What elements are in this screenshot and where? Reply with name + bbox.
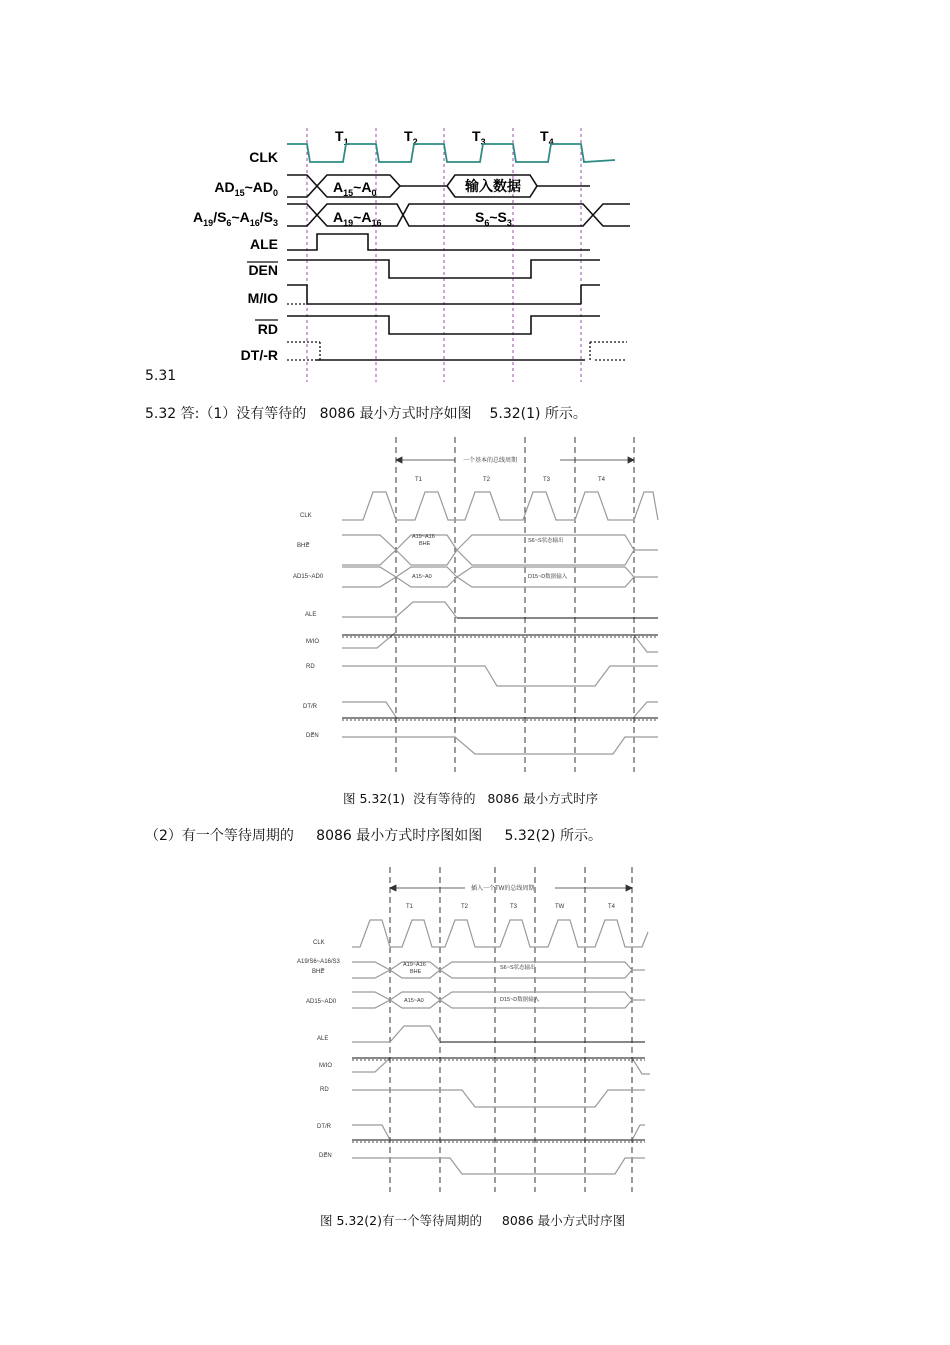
mio-waveform xyxy=(352,1058,650,1074)
signal-label-mio: M/IO xyxy=(319,1063,332,1069)
bus-label-addr: A15~A0 xyxy=(404,998,424,1004)
rd-waveform xyxy=(287,316,600,334)
period-boundaries xyxy=(396,437,634,772)
ad-bus-waveform xyxy=(342,567,658,587)
paragraph-part-2: （2）有一个等待周期的 8086 最小方式时序图如图 5.32(2) 所示。 xyxy=(145,828,602,844)
signal-label-ad15-ad0: AD15~AD0 xyxy=(293,574,324,580)
ale-waveform xyxy=(352,1026,440,1042)
answer-paragraph-5-32: 5.32 答:（1）没有等待的 8086 最小方式时序如图 5.32(1) 所示。 xyxy=(145,406,587,422)
clk-waveform xyxy=(352,920,648,947)
figure-5-32-2-timing-diagram xyxy=(290,862,660,1197)
period-label-t3: T3 xyxy=(510,904,518,910)
signal-label-ad15-ad0: AD15~AD0 xyxy=(306,999,337,1005)
bus-label-addr-high: $A_{19}\sim A_{16}$ xyxy=(333,209,382,228)
signal-label-clk: CLK xyxy=(249,149,278,165)
ale-waveform xyxy=(287,234,590,250)
signal-label-ale: ALE xyxy=(250,236,278,252)
float-lines xyxy=(352,1060,645,1142)
signal-label-dtr: DT/R xyxy=(317,1124,331,1130)
den-waveform xyxy=(352,1158,645,1174)
period-boundaries xyxy=(307,128,581,382)
signal-label-ale: ALE xyxy=(305,612,317,618)
figure-caption-5-32-2: 图 5.32(2)有一个等待周期的 8086 最小方式时序图 xyxy=(320,1213,626,1228)
rd-waveform xyxy=(352,1090,645,1107)
bus-cycle-span-label: 一个基本的总线周期 xyxy=(463,458,518,464)
signal-label-bhe: BHE xyxy=(312,969,325,975)
period-label-t3: T3 xyxy=(543,477,551,483)
signal-label-rd: RD xyxy=(320,1087,329,1093)
period-boundaries xyxy=(390,867,632,1192)
bhe-waveform xyxy=(342,535,658,565)
signal-label-a19-s6: A19/S6~A16/S3 xyxy=(297,959,340,965)
period-label-t4: $T_4$ xyxy=(540,128,554,147)
figure-label-5-31: 5.31 xyxy=(145,368,177,384)
bus-label-data: D15~D数据输入 xyxy=(528,574,568,580)
period-label-t2: T2 xyxy=(483,477,491,483)
signal-label-mio: M/IO xyxy=(306,639,319,645)
bus-label-bhe: BHE xyxy=(419,541,431,547)
signal-label-mio: M/IO xyxy=(247,290,278,306)
period-label-t1: T1 xyxy=(415,477,423,483)
period-label-t3: $T_3$ xyxy=(472,128,486,147)
signal-label-rd: RD xyxy=(257,321,278,337)
signal-label-den: DEN xyxy=(248,262,278,278)
bus-label-status: $S_6\sim S_3$ xyxy=(475,209,512,228)
bus-label-addr: $A_{15}\sim A_0$ xyxy=(333,179,377,198)
period-label-t2: $T_2$ xyxy=(404,128,418,147)
figure-caption-5-32-1: 图 5.32(1) 没有等待的 8086 最小方式时序 xyxy=(343,791,599,806)
signal-label-dtr: DT/R xyxy=(303,704,317,710)
signal-label-ad15-ad0: $AD_{15}\sim AD_0$ xyxy=(214,179,278,198)
signal-label-clk: CLK xyxy=(313,940,325,946)
figure-5-32-1-timing-diagram xyxy=(285,432,665,777)
period-label-t1: T1 xyxy=(406,904,414,910)
float-lines xyxy=(287,304,627,360)
period-label-tw: TW xyxy=(555,904,565,910)
bus-label-status: S6~S状态输出 xyxy=(500,965,536,971)
rd-waveform xyxy=(342,666,658,686)
signal-label-a19-s6: $A_{19}/S_6\sim A_{16}/S_3$ xyxy=(193,209,278,228)
bus-label-status: S6~S状态输出 xyxy=(528,538,564,544)
signal-label-rd: RD xyxy=(306,664,315,670)
clk-waveform xyxy=(342,492,658,520)
period-label-t2: T2 xyxy=(461,904,469,910)
ad-bus-waveform xyxy=(352,992,645,1008)
period-label-t4: T4 xyxy=(608,904,616,910)
signal-label-den: DEN xyxy=(306,733,319,739)
signal-label-ale: ALE xyxy=(317,1036,329,1042)
bus-label-a19-a16: A19~A16 xyxy=(403,962,426,968)
den-waveform xyxy=(342,737,658,754)
signal-label-bhe: BHE xyxy=(297,543,310,549)
figure-5-31-timing-diagram xyxy=(175,120,645,385)
dtr-waveform xyxy=(352,1125,645,1140)
bus-label-data: D15~D数据输入 xyxy=(500,997,540,1003)
bus-cycle-span-label: 插入一个TW的总线周期 xyxy=(471,886,535,892)
dtr-waveform xyxy=(342,702,658,717)
bus-label-addr: A15~A0 xyxy=(412,574,432,580)
a19-s6-waveform xyxy=(352,962,645,978)
signal-label-clk: CLK xyxy=(300,513,312,519)
clk-waveform xyxy=(287,144,615,162)
period-label-t1: $T_1$ xyxy=(335,128,349,147)
bus-label-data: 输入数据 xyxy=(465,178,521,194)
signal-label-dtr: DT/-R xyxy=(240,347,278,363)
period-label-t4: T4 xyxy=(598,477,606,483)
bus-label-a19-a16: A19~A16 xyxy=(412,534,435,540)
signal-label-den: DEN xyxy=(319,1153,332,1159)
bus-label-bhe: BHE xyxy=(410,969,422,975)
mio-waveform xyxy=(287,285,600,304)
ale-waveform xyxy=(342,602,457,618)
